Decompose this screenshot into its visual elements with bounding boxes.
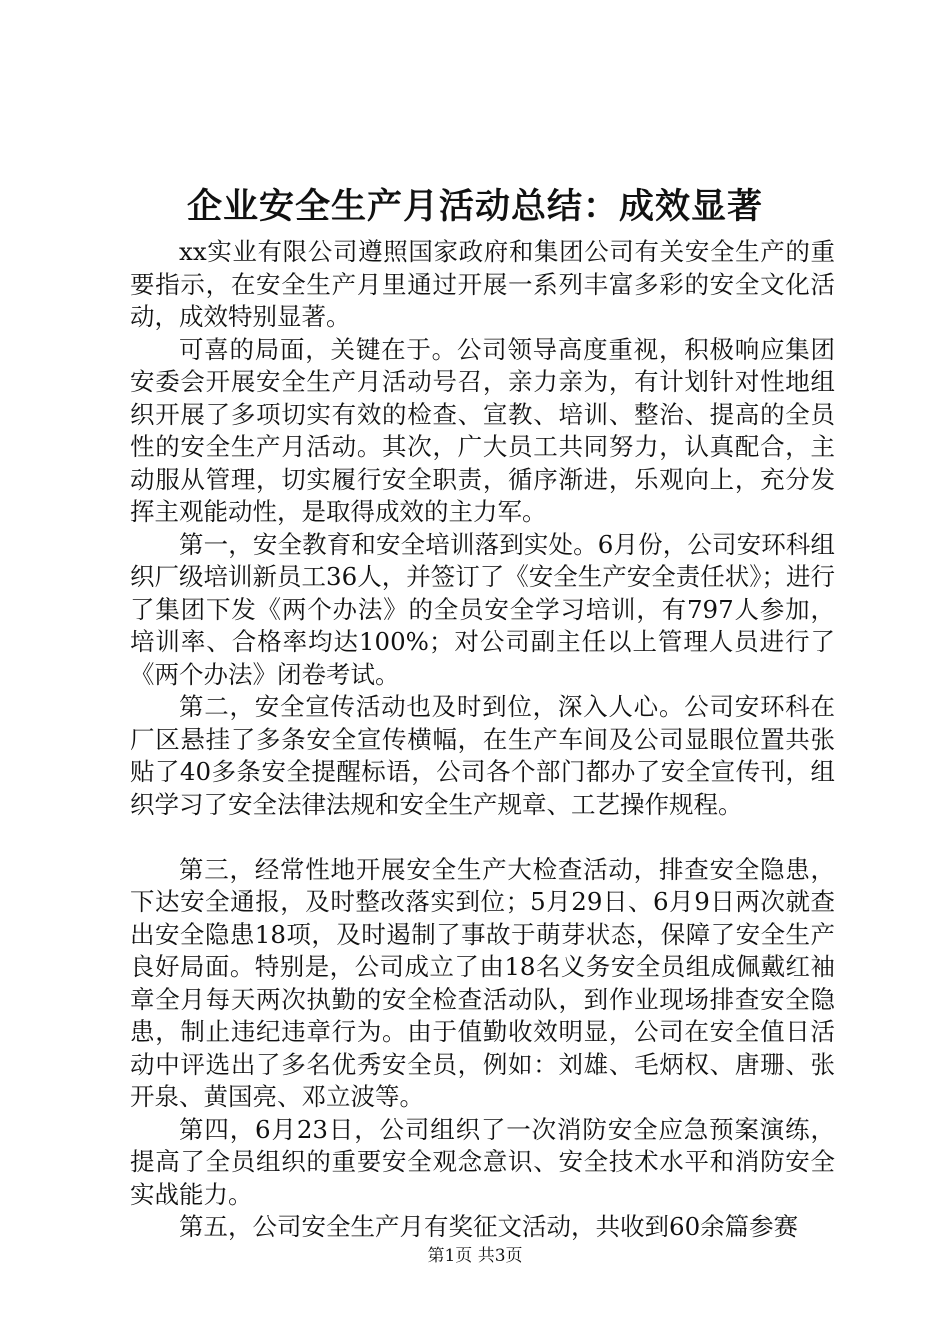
paragraph-first: 第一，安全教育和安全培训落到实处。6月份，公司安环科组织厂级培训新员工36人，并签订了《安全生产安全责任状》；进行了集团下发《两个办法》的全员安全学习培训，有797人参加，培训率、合格率均达100%；对公司副主任以上管理人员进行了《两个办法》闭卷考试。 — [130, 529, 835, 689]
paragraph-fourth: 第四，6月23日，公司组织了一次消防安全应急预案演练，提高了全员组织的重要安全观念意识、安全技术水平和消防安全实战能力。 — [130, 1114, 835, 1209]
document-title: 企业安全生产月活动总结：成效显著 — [186, 186, 763, 227]
paragraph-intro: xx实业有限公司遵照国家政府和集团公司有关安全生产的重要指示，在安全生产月里通过开展一系列丰富多彩的安全文化活动，成效特别显著。 — [130, 237, 835, 331]
document-body — [130, 236, 835, 1244]
paragraph-key-factors: 可喜的局面，关键在于。公司领导高度重视，积极响应集团安委会开展安全生产月活动号召，亲力亲为，有计划针对性地组织开展了多项切实有效的检查、宣教、培训、整治、提高的全员性的安全生产月活动。其次，广大员工共同努力，认真配合，主动服从管理，切实履行安全职责，循序渐进，乐观向上，充分发挥主观能动性，是取得成效的主力军。 — [130, 334, 835, 526]
page-number-footer: 第1页 共3页 — [427, 1246, 523, 1266]
paragraph-fifth: 第五，公司安全生产月有奖征文活动，共收到60余篇参赛 — [179, 1212, 799, 1241]
paragraph-third: 第三，经常性地开展安全生产大检查活动，排查安全隐患，下达安全通报，及时整改落实到位；5月29日、6月9日两次就查出安全隐患18项，及时遏制了事故于萌芽状态，保障了安全生产良好局面。特别是，公司成立了由18名义务安全员组成佩戴红袖章全月每天两次执勤的安全检查活动队，到作业现场排查安全隐患，制止违纪违章行为。由于值勤收效明显，公司在安全值日活动中评选出了多名优秀安全员，例如：刘雄、毛炳权、唐珊、张开泉、黄国亮、邓立波等。 — [130, 854, 835, 1111]
paragraph-second: 第二，安全宣传活动也及时到位，深入人心。公司安环科在厂区悬挂了多条安全宣传横幅，在生产车间及公司显眼位置共张贴了40多条安全提醒标语，公司各个部门都办了安全宣传刊，组织学习了安全法律法规和安全生产规章、工艺操作规程。 — [130, 692, 835, 819]
